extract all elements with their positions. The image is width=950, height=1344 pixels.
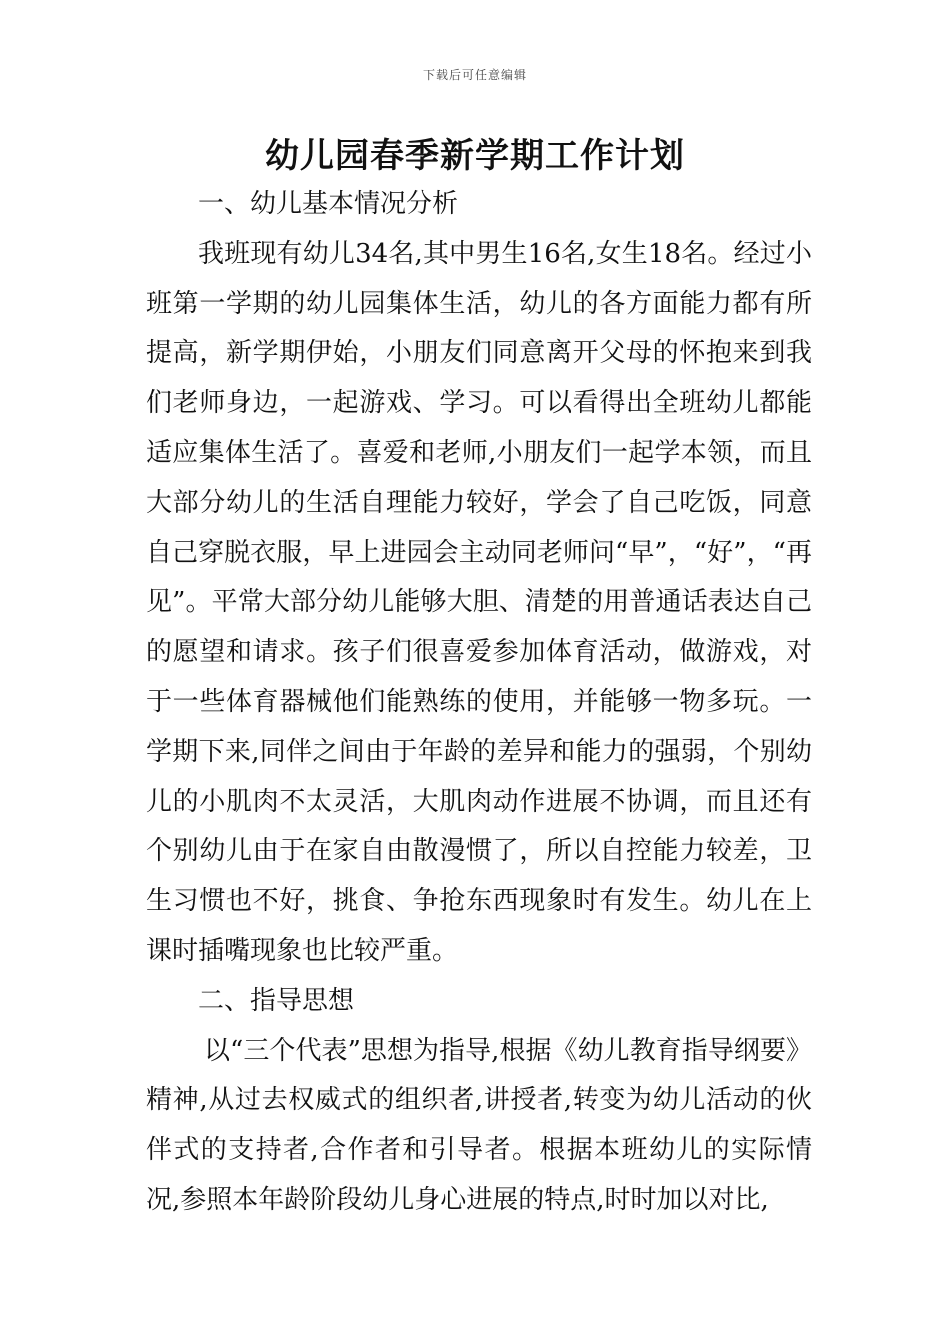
document-body [146, 180, 812, 1226]
section-heading-1: 一、幼儿基本情况分析 [198, 189, 459, 219]
section-heading-2: 二、指导思想 [198, 985, 355, 1016]
header-note: 下载后可任意编辑 [422, 68, 527, 82]
document-title: 幼儿园春季新学期工作计划 [265, 136, 685, 176]
section-paragraph-2: 以“三个代表”思想为指导,根据《幼儿教育指导纲要》精神,从过去权威式的组织者,讲授者,转变为幼儿活动的伙伴式的支持者,合作者和引导者。根据本班幼儿的实际情况,参照本年龄阶段幼儿身心进展的特点,时时加以对比, [146, 1035, 812, 1215]
section-paragraph-1: 我班现有幼儿34名,其中男生16名,女生18名。经过小班第一学期的幼儿园集体生活，幼儿的各方面能力都有所提高，新学期伊始，小朋友们同意离开父母的怀抱来到我们老师身边，一起游戏、学习。可以看得出全班幼儿都能适应集体生活了。喜爱和老师,小朋友们一起学本领，而且大部分幼儿的生活自理能力较好，学会了自己吃饭，同意自己穿脱衣服，早上进园会主动同老师问“早”，“好”，“再见”。平常大部分幼儿能够大胆、清楚的用普通话表达自己的愿望和请求。孩子们很喜爱参加体育活动，做游戏，对于一些体育器械他们能熟练的使用，并能够一物多玩。一学期下来,同伴之间由于年龄的差异和能力的强弱，个别幼儿的小肌肉不太灵活，大肌肉动作进展不协调，而且还有个别幼儿由于在家自由散漫惯了，所以自控能力较差，卫生习惯也不好，挑食、争抢东西现象时有发生。幼儿在上课时插嘴现象也比较严重。 [146, 238, 812, 966]
